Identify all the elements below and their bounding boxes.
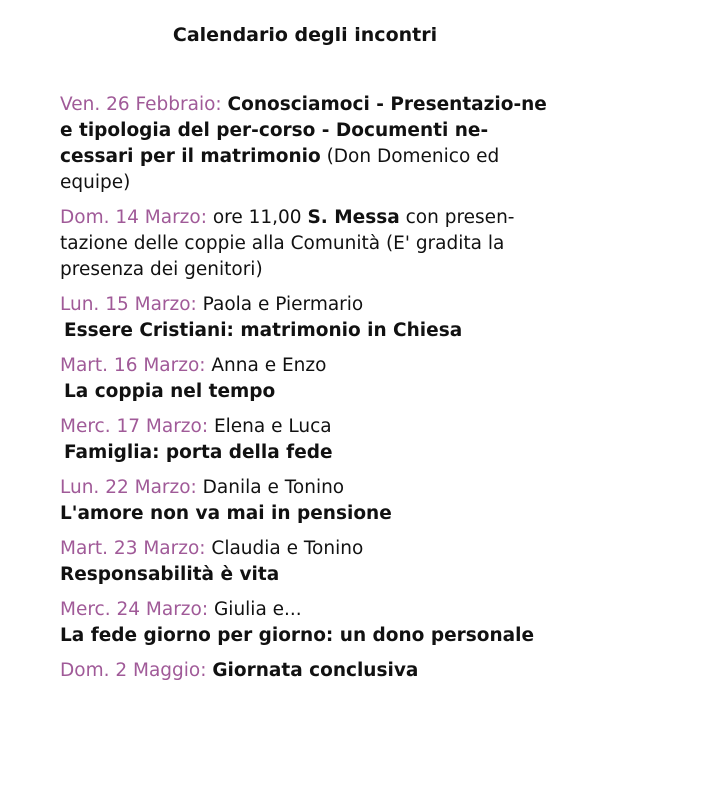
event-list bbox=[60, 92, 560, 693]
event-topic: Essere Cristiani: matrimonio in Chiesa bbox=[64, 320, 463, 341]
event-time: ore 11,00 bbox=[212, 207, 302, 228]
event-item bbox=[60, 353, 560, 405]
event-date: Mart. 23 Marzo: bbox=[60, 538, 206, 559]
event-topic: Conosciamoci - Presentazio-ne e tipologia del per-corso - Documenti ne-cessari per il matrimonio bbox=[60, 94, 547, 167]
event-topic: S. Messa bbox=[307, 207, 400, 228]
event-speakers: Anna e Enzo bbox=[211, 355, 327, 376]
page-title: Calendario degli incontri bbox=[172, 24, 438, 46]
event-topic: Responsabilità è vita bbox=[60, 564, 280, 585]
event-topic: L'amore non va mai in pensione bbox=[60, 503, 392, 524]
event-topic: Famiglia: porta della fede bbox=[64, 442, 333, 463]
event-item bbox=[60, 536, 560, 588]
event-speakers: Danila e Tonino bbox=[202, 477, 345, 498]
event-note: (Don Domenico ed equipe) bbox=[60, 146, 500, 193]
event-item bbox=[60, 292, 560, 344]
event-date: Dom. 2 Maggio: bbox=[60, 660, 207, 681]
event-speakers: Elena e Luca bbox=[213, 416, 332, 437]
event-item bbox=[60, 414, 560, 466]
event-date: Merc. 17 Marzo: bbox=[60, 416, 209, 437]
event-item bbox=[60, 658, 560, 684]
event-date: Lun. 15 Marzo: bbox=[60, 294, 197, 315]
event-note: con presen-tazione delle coppie alla Comunità (E' gradita la presenza dei genitori) bbox=[60, 207, 515, 280]
event-item bbox=[60, 597, 560, 649]
event-topic: La coppia nel tempo bbox=[64, 381, 276, 402]
event-date: Merc. 24 Marzo: bbox=[60, 599, 209, 620]
event-date: Lun. 22 Marzo: bbox=[60, 477, 197, 498]
event-item bbox=[60, 92, 560, 196]
event-speakers: Claudia e Tonino bbox=[211, 538, 364, 559]
event-topic: La fede giorno per giorno: un dono personale bbox=[60, 625, 534, 646]
event-item bbox=[60, 205, 560, 283]
event-speakers: Giulia e... bbox=[213, 599, 302, 620]
event-speakers: Paola e Piermario bbox=[202, 294, 364, 315]
event-date: Dom. 14 Marzo: bbox=[60, 207, 207, 228]
event-date: Ven. 26 Febbraio: bbox=[60, 94, 222, 115]
event-date: Mart. 16 Marzo: bbox=[60, 355, 206, 376]
event-item bbox=[60, 475, 560, 527]
event-topic: Giornata conclusiva bbox=[212, 660, 419, 681]
